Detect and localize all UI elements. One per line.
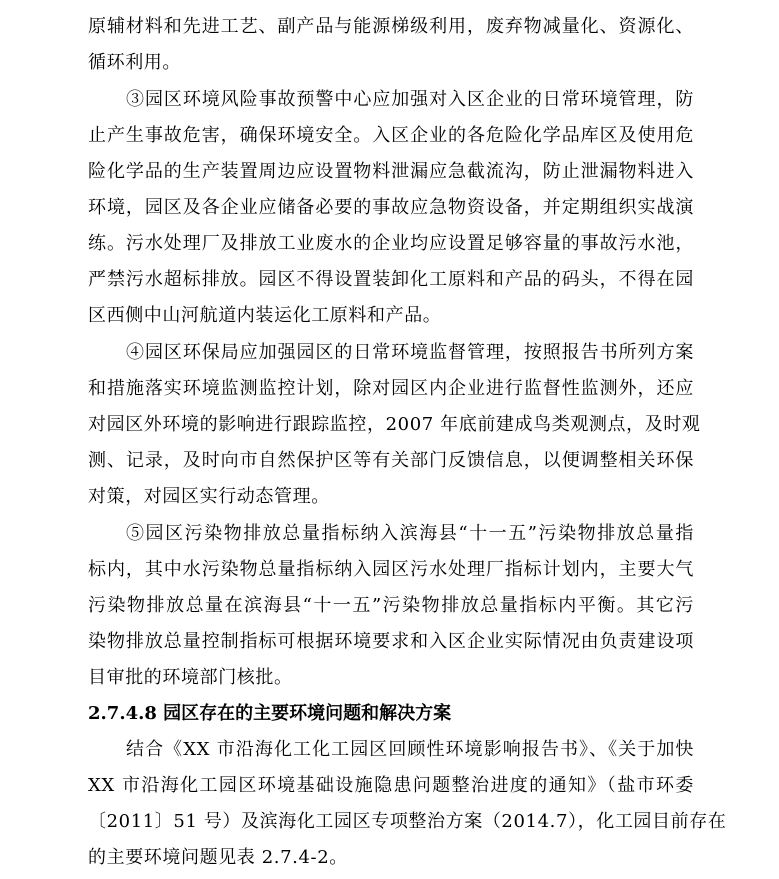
text-line: 对策，对园区实行动态管理。 (88, 486, 330, 507)
text-line: 〔2011〕51 号）及滨海化工园区专项整治方案（2014.7），化工园目前存在 (88, 811, 727, 832)
text-line: 标内，其中水污染物总量指标纳入园区污水处理厂指标计划内，主要大气 (88, 559, 694, 580)
text-line: 测、记录，及时向市自然保护区等有关部门反馈信息，以便调整相关环保 (88, 450, 694, 471)
text-line: ④园区环保局应加强园区的日常环境监督管理，按照报告书所列方案 (126, 342, 694, 363)
text-line: 和措施落实环境监测监控计划，除对园区内企业进行监督性监测外，还应 (88, 378, 694, 399)
text-line: 目审批的环境部门核批。 (88, 667, 293, 688)
section-heading: 2.7.4.8 园区存在的主要环境问题和解决方案 (88, 703, 452, 724)
text-line: 的主要环境问题见表 2.7.4-2。 (88, 847, 348, 868)
text-line: 险化学品的生产装置周边应设置物料泄漏应急截流沟，防止泄漏物料进入 (88, 161, 694, 182)
text-line: 止产生事故危害，确保环境安全。入区企业的各危险化学品库区及使用危 (88, 125, 694, 146)
text-line: 循环利用。 (88, 52, 181, 73)
text-line: ⑤园区污染物排放总量指标纳入滨海县“十一五”污染物排放总量指 (126, 523, 694, 544)
text-line: 结合《XX 市沿海化工化工园区回顾性环境影响报告书》、《关于加快 (126, 739, 694, 760)
text-line: XX 市沿海化工园区环境基础设施隐患问题整治进度的通知》（盐市环委 (88, 775, 694, 796)
text-line: 污染物排放总量在滨海县“十一五”污染物排放总量指标内平衡。其它污 (88, 595, 694, 616)
text-line: 对园区外环境的影响进行跟踪监控，2007 年底前建成鸟类观测点，及时观 (88, 414, 701, 435)
text-line: 环境，园区及各企业应储备必要的事故应急物资设备，并定期组织实战演 (88, 197, 694, 218)
text-line: 原辅材料和先进工艺、副产品与能源梯级利用，废弃物减量化、资源化、 (88, 16, 694, 37)
text-line: 染物排放总量控制指标可根据环境要求和入区企业实际情况由负责建设项 (88, 631, 694, 652)
text-line: 严禁污水超标排放。园区不得设置装卸化工原料和产品的码头，不得在园 (88, 269, 694, 290)
text-line: 区西侧中山河航道内装运化工原料和产品。 (88, 305, 442, 326)
text-line: 练。污水处理厂及排放工业废水的企业均应设置足够容量的事故污水池， (88, 233, 694, 254)
text-line: ③园区环境风险事故预警中心应加强对入区企业的日常环境管理，防 (126, 89, 694, 110)
